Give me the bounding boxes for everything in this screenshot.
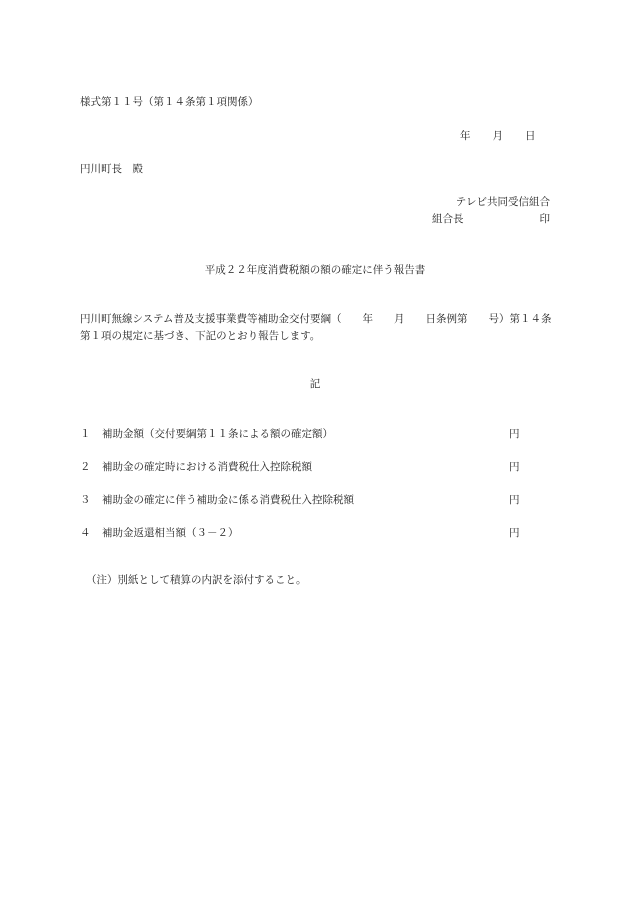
item-4 [80, 527, 239, 540]
item-3-label: 補助金の確定に伴う補助金に係る消費税仕入控除税額 [102, 494, 354, 506]
item-4-unit: 円 [509, 527, 520, 539]
footnote: （注）別紙として積算の内訳を添付すること。 [86, 574, 307, 586]
date-day: 日 [525, 130, 536, 142]
body-text-line-2: 第１項の規定に基づき、下記のとおり報告します。 [80, 330, 321, 342]
document-title: 平成２２年度消費税額の額の確定に伴う報告書 [204, 264, 426, 276]
item-3-number: ３ [80, 494, 91, 506]
date-month: 月 [492, 130, 503, 142]
item-2-unit: 円 [509, 461, 520, 473]
item-1-label: 補助金額（交付要綱第１１条による額の確定額） [102, 428, 333, 440]
item-1 [80, 428, 333, 441]
item-1-unit: 円 [509, 428, 520, 440]
item-2 [80, 461, 312, 474]
date-year: 年 [460, 130, 471, 142]
seal-mark: 印 [539, 213, 550, 225]
body-text-line-1: 円川町無線システム普及支援事業費等補助金交付要綱（ 年 月 日条例第 号）第１４条 [80, 313, 552, 325]
item-4-number: ４ [80, 527, 91, 539]
item-4-label: 補助金返還相当額（３－２） [102, 527, 239, 539]
item-2-number: ２ [80, 461, 91, 473]
item-1-number: １ [80, 428, 91, 440]
item-2-label: 補助金の確定時における消費税仕入控除税額 [102, 461, 312, 473]
item-3-unit: 円 [509, 494, 520, 506]
item-3 [80, 494, 354, 507]
applicant-organization: テレビ共同受信組合 [455, 196, 550, 208]
date-line [460, 130, 536, 143]
applicant-representative: 組合長 [432, 213, 464, 225]
addressee: 円川町長 殿 [80, 163, 143, 175]
ki-heading: 記 [309, 378, 321, 390]
form-number: 様式第１１号（第１４条第１項関係） [80, 96, 259, 108]
